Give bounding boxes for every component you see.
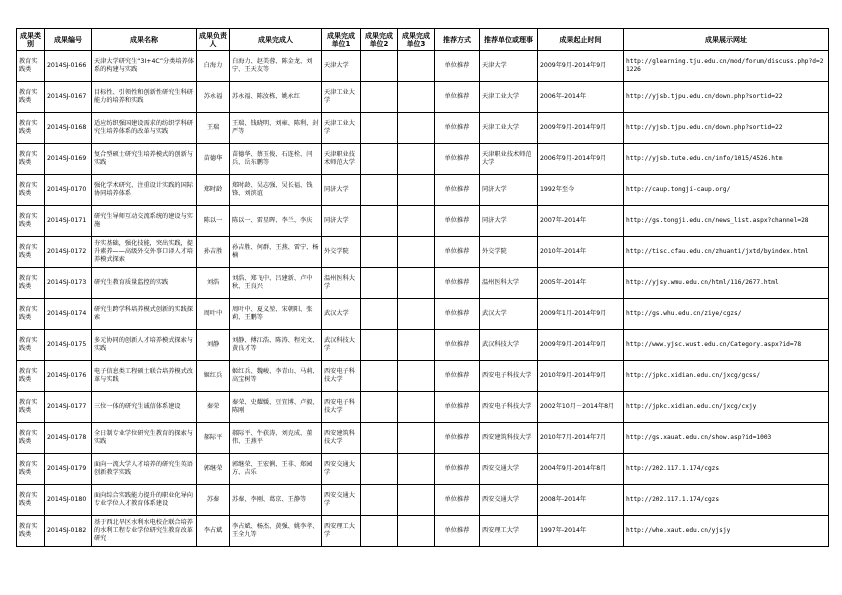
cell-recommender: 外交学院: [480, 237, 538, 268]
cell-name: 基于西北旱区水利水电校企联合培养的水利工程专业学位研究生教育改革研究: [92, 516, 197, 547]
cell-unit2: [361, 144, 398, 175]
header-unit2: 成果完成单位2: [361, 29, 398, 51]
cell-recommender: 西安电子科技大学: [480, 361, 538, 392]
cell-unit1: 天津大学: [322, 51, 361, 82]
cell-unit3: [398, 392, 435, 423]
cell-unit2: [361, 237, 398, 268]
cell-unit1: 天津工业大学: [322, 82, 361, 113]
cell-period: 2010年7月-2014年7月: [538, 423, 624, 454]
cell-members: 周叶中、夏义堃、宋朝阳、张莉、王鹏等: [230, 299, 322, 330]
cell-recommender: 天津职业技术师范大学: [480, 144, 538, 175]
cell-period: 1992年至今: [538, 175, 624, 206]
cell-id: 2014SJ-0177: [45, 392, 92, 423]
cell-name: 适应纺织强国建设需求的纺织学科研究生培养体系的改革与实践: [92, 113, 197, 144]
cell-name: 复合型硕士研究生培养模式的创新与实践: [92, 144, 197, 175]
cell-members: 秦荣、史耀媛、豆宜博、卢毅、陈刚: [230, 392, 322, 423]
cell-name: 目标性、引领性和创新性研究生科研能力的培养和实践: [92, 82, 197, 113]
cell-id: 2014SJ-0173: [45, 268, 92, 299]
cell-url: http://202.117.1.174/cgzs: [624, 485, 829, 516]
table-row: [17, 206, 829, 237]
cell-members: 苗德华、蔡玉俊、石连栓、闫兵、岳东鹏等: [230, 144, 322, 175]
cell-unit3: [398, 144, 435, 175]
cell-url: http://gs.xauat.edu.cn/show.asp?id=1003: [624, 423, 829, 454]
cell-category: 教育实践类: [17, 485, 45, 516]
cell-members: 郭继荣、王宏俐、王非、郑园方、吉乐: [230, 454, 322, 485]
cell-category: 教育实践类: [17, 237, 45, 268]
cell-members: 李占斌、杨杰、黄强、姚李孝、王全九等: [230, 516, 322, 547]
cell-method: 单位推荐: [435, 206, 480, 237]
cell-unit3: [398, 268, 435, 299]
cell-unit1: 西安电子科技大学: [322, 392, 361, 423]
cell-url: http://gs.whu.edu.cn/ziye/cgzs/: [624, 299, 829, 330]
cell-unit3: [398, 423, 435, 454]
cell-id: 2014SJ-0169: [45, 144, 92, 175]
table-row: [17, 268, 829, 299]
cell-name: 天津大学研究生“3I+4C”分类培养体系的构建与实践: [92, 51, 197, 82]
cell-unit1: 同济大学: [322, 175, 361, 206]
cell-unit2: [361, 299, 398, 330]
cell-method: 单位推荐: [435, 392, 480, 423]
cell-method: 单位推荐: [435, 516, 480, 547]
cell-id: 2014SJ-0174: [45, 299, 92, 330]
cell-url: http://glearning.tju.edu.cn/mod/forum/discuss.php?d=21226: [624, 51, 829, 82]
cell-name: 研究生教育质量监控的实践: [92, 268, 197, 299]
cell-period: 2009年9月-2014年9月: [538, 330, 624, 361]
cell-recommender: 同济大学: [480, 206, 538, 237]
table-row: [17, 237, 829, 268]
cell-recommender: 天津工业大学: [480, 113, 538, 144]
cell-name: 面向一流大学人才培养的研究生英语创新教学实践: [92, 454, 197, 485]
cell-unit2: [361, 516, 398, 547]
cell-leader: 郑时龄: [197, 175, 230, 206]
cell-unit3: [398, 299, 435, 330]
cell-unit1: 天津工业大学: [322, 113, 361, 144]
cell-unit3: [398, 113, 435, 144]
cell-url: http://www.yjsc.wust.edu.cn/Category.aspx?id=78: [624, 330, 829, 361]
cell-id: 2014SJ-0167: [45, 82, 92, 113]
table-row: [17, 299, 829, 330]
cell-category: 教育实践类: [17, 516, 45, 547]
cell-url: http://whe.xaut.edu.cn/yjsjy: [624, 516, 829, 547]
table-row: [17, 485, 829, 516]
cell-members: 白海力、赵美蓉、陈金龙、刘宁、王天友等: [230, 51, 322, 82]
cell-unit2: [361, 392, 398, 423]
table-row: [17, 423, 829, 454]
cell-unit2: [361, 113, 398, 144]
cell-unit3: [398, 206, 435, 237]
table-row: [17, 454, 829, 485]
cell-recommender: 天津工业大学: [480, 82, 538, 113]
cell-period: 2004年9月-2014年8月: [538, 454, 624, 485]
cell-method: 单位推荐: [435, 237, 480, 268]
cell-unit1: 同济大学: [322, 206, 361, 237]
cell-url: http://jpkc.xidian.edu.cn/jxcg/gcss/: [624, 361, 829, 392]
cell-method: 单位推荐: [435, 144, 480, 175]
cell-period: 2002年10月－2014年8月: [538, 392, 624, 423]
cell-recommender: 武汉大学: [480, 299, 538, 330]
table-row: [17, 516, 829, 547]
cell-name: 强化学术研究、注重设计实践的国际协同培养体系: [92, 175, 197, 206]
cell-period: 2009年9月-2014年9月: [538, 113, 624, 144]
table-row: [17, 51, 829, 82]
cell-unit1: 武汉科技大学: [322, 330, 361, 361]
cell-leader: 秦荣: [197, 392, 230, 423]
cell-id: 2014SJ-0179: [45, 454, 92, 485]
cell-id: 2014SJ-0178: [45, 423, 92, 454]
cell-recommender: 西安交通大学: [480, 454, 538, 485]
cell-unit1: 武汉大学: [322, 299, 361, 330]
cell-period: 2010年-2014年: [538, 237, 624, 268]
header-id: 成果编号: [45, 29, 92, 51]
cell-method: 单位推荐: [435, 268, 480, 299]
cell-unit1: 西安交通大学: [322, 485, 361, 516]
cell-period: 2006年-2014年: [538, 82, 624, 113]
cell-id: 2014SJ-0172: [45, 237, 92, 268]
cell-id: 2014SJ-0175: [45, 330, 92, 361]
cell-method: 单位推荐: [435, 330, 480, 361]
cell-unit3: [398, 51, 435, 82]
cell-unit2: [361, 51, 398, 82]
header-category: 成果类别: [17, 29, 45, 51]
cell-leader: 郭继荣: [197, 454, 230, 485]
header-url: 成果展示网址: [624, 29, 829, 51]
cell-unit1: 西安建筑科技大学: [322, 423, 361, 454]
cell-url: http://202.117.1.174/cgzs: [624, 454, 829, 485]
cell-members: 苏秦、李刚、葛京、王静等: [230, 485, 322, 516]
cell-unit2: [361, 330, 398, 361]
cell-unit1: 温州医科大学: [322, 268, 361, 299]
cell-period: 2006年9月-2014年9月: [538, 144, 624, 175]
cell-name: 三位一体的研究生诚信体系建设: [92, 392, 197, 423]
cell-leader: 王瑞: [197, 113, 230, 144]
cell-unit3: [398, 82, 435, 113]
cell-unit2: [361, 82, 398, 113]
header-method: 推荐方式: [435, 29, 480, 51]
cell-period: 2008年-2014年: [538, 485, 624, 516]
cell-leader: 郝际平: [197, 423, 230, 454]
cell-members: 刘浩、郑飞中、吕建新、卢中秋、王良兴: [230, 268, 322, 299]
cell-period: 2010年9月-2014年9月: [538, 361, 624, 392]
cell-name: 研究生导师互动交流系统的建设与实施: [92, 206, 197, 237]
cell-unit2: [361, 268, 398, 299]
header-leader: 成果负责人: [197, 29, 230, 51]
cell-leader: 白海力: [197, 51, 230, 82]
cell-unit1: 西安电子科技大学: [322, 361, 361, 392]
cell-unit3: [398, 330, 435, 361]
cell-leader: 孙吉胜: [197, 237, 230, 268]
cell-leader: 姬红兵: [197, 361, 230, 392]
cell-leader: 李占斌: [197, 516, 230, 547]
cell-unit2: [361, 206, 398, 237]
cell-leader: 刘静: [197, 330, 230, 361]
cell-method: 单位推荐: [435, 175, 480, 206]
cell-url: http://jpkc.xidian.edu.cn/jxcg/cxjy: [624, 392, 829, 423]
cell-members: 陈以一、雷星晖、李兰、李庆: [230, 206, 322, 237]
cell-name: 研究生跨学科培养模式创新的实践探索: [92, 299, 197, 330]
cell-id: 2014SJ-0180: [45, 485, 92, 516]
table-row: [17, 175, 829, 206]
cell-leader: 刘浩: [197, 268, 230, 299]
cell-leader: 周叶中: [197, 299, 230, 330]
cell-leader: 苏秦: [197, 485, 230, 516]
cell-id: 2014SJ-0182: [45, 516, 92, 547]
cell-unit1: 天津职业技术师范大学: [322, 144, 361, 175]
table-header-row: [17, 29, 829, 51]
cell-recommender: 武汉科技大学: [480, 330, 538, 361]
cell-recommender: 同济大学: [480, 175, 538, 206]
table-row: [17, 392, 829, 423]
cell-members: 姬红兵、魏峻、李青山、马莉、高宝树等: [230, 361, 322, 392]
cell-unit3: [398, 361, 435, 392]
cell-category: 教育实践类: [17, 361, 45, 392]
cell-category: 教育实践类: [17, 330, 45, 361]
cell-url: http://gs.tongji.edu.cn/news_list.aspx?channel=28: [624, 206, 829, 237]
cell-url: http://yjsb.tjpu.edu.cn/down.php?sortid=22: [624, 113, 829, 144]
cell-members: 王瑞、钱晓明、刘雍、陈利、封严等: [230, 113, 322, 144]
cell-leader: 苏永福: [197, 82, 230, 113]
cell-category: 教育实践类: [17, 82, 45, 113]
cell-period: 2005年-2014年: [538, 268, 624, 299]
cell-period: 2007年-2014年: [538, 206, 624, 237]
cell-name: 全日制专业学位研究生教育的探索与实践: [92, 423, 197, 454]
cell-leader: 苗德华: [197, 144, 230, 175]
cell-unit3: [398, 454, 435, 485]
cell-name: 多元协同的创新人才培养模式探索与实践: [92, 330, 197, 361]
cell-period: 2009年9月-2014年9月: [538, 51, 624, 82]
cell-leader: 陈以一: [197, 206, 230, 237]
cell-method: 单位推荐: [435, 454, 480, 485]
header-unit1: 成果完成单位1: [322, 29, 361, 51]
table-row: [17, 361, 829, 392]
header-period: 成果起止时间: [538, 29, 624, 51]
cell-unit3: [398, 237, 435, 268]
cell-recommender: 西安交通大学: [480, 485, 538, 516]
header-members: 成果完成人: [230, 29, 322, 51]
table-row: [17, 113, 829, 144]
cell-method: 单位推荐: [435, 361, 480, 392]
cell-members: 孙吉胜、何群、王燕、雷宁、杨楠: [230, 237, 322, 268]
cell-unit2: [361, 175, 398, 206]
cell-unit1: 西安理工大学: [322, 516, 361, 547]
cell-method: 单位推荐: [435, 113, 480, 144]
cell-category: 教育实践类: [17, 299, 45, 330]
cell-unit2: [361, 361, 398, 392]
cell-recommender: 天津大学: [480, 51, 538, 82]
table-row: [17, 82, 829, 113]
cell-period: 2009年1月-2014年9月: [538, 299, 624, 330]
cell-category: 教育实践类: [17, 454, 45, 485]
cell-unit2: [361, 454, 398, 485]
cell-members: 郝际平、牛获涛、刘克成、董伟、王燕平: [230, 423, 322, 454]
cell-method: 单位推荐: [435, 485, 480, 516]
cell-category: 教育实践类: [17, 113, 45, 144]
cell-unit1: 外交学院: [322, 237, 361, 268]
cell-recommender: 西安建筑科技大学: [480, 423, 538, 454]
cell-members: 刘静、傅江浩、陈涛、程光文、黄良才等: [230, 330, 322, 361]
achievements-table: [16, 28, 829, 547]
cell-unit1: 西安交通大学: [322, 454, 361, 485]
cell-id: 2014SJ-0176: [45, 361, 92, 392]
cell-method: 单位推荐: [435, 299, 480, 330]
cell-unit3: [398, 175, 435, 206]
cell-id: 2014SJ-0170: [45, 175, 92, 206]
cell-url: http://yjsy.wmu.edu.cn/html/116/2677.html: [624, 268, 829, 299]
cell-members: 苏永福、陈汝栋、姚永红: [230, 82, 322, 113]
cell-method: 单位推荐: [435, 51, 480, 82]
cell-category: 教育实践类: [17, 268, 45, 299]
header-recommender: 推荐单位或理事: [480, 29, 538, 51]
cell-url: http://caup.tongji-caup.org/: [624, 175, 829, 206]
table-row: [17, 330, 829, 361]
cell-method: 单位推荐: [435, 423, 480, 454]
table-row: [17, 144, 829, 175]
cell-recommender: 西安电子科技大学: [480, 392, 538, 423]
cell-method: 单位推荐: [435, 82, 480, 113]
cell-name: 面向综合实践能力提升的职业化导向专业学位人才教育体系建设: [92, 485, 197, 516]
cell-id: 2014SJ-0171: [45, 206, 92, 237]
cell-name: 电子信息类工程硕士联合培养模式改革与实践: [92, 361, 197, 392]
cell-name: 夯实基础，强化技能，突出实践，提升素养——高级外交外事口译人才培养模式探索: [92, 237, 197, 268]
cell-id: 2014SJ-0166: [45, 51, 92, 82]
header-name: 成果名称: [92, 29, 197, 51]
cell-category: 教育实践类: [17, 392, 45, 423]
header-unit3: 成果完成单位3: [398, 29, 435, 51]
cell-recommender: 温州医科大学: [480, 268, 538, 299]
cell-unit2: [361, 423, 398, 454]
cell-category: 教育实践类: [17, 144, 45, 175]
cell-unit3: [398, 485, 435, 516]
cell-category: 教育实践类: [17, 423, 45, 454]
cell-id: 2014SJ-0168: [45, 113, 92, 144]
cell-url: http://yjsb.tute.edu.cn/info/1015/4526.htm: [624, 144, 829, 175]
cell-category: 教育实践类: [17, 206, 45, 237]
cell-category: 教育实践类: [17, 175, 45, 206]
cell-period: 1997年-2014年: [538, 516, 624, 547]
cell-members: 郑时龄、吴志强、吴长福、钱锋、刘滨谊: [230, 175, 322, 206]
cell-url: http://tisc.cfau.edu.cn/zhuanti/jxtd/byindex.html: [624, 237, 829, 268]
cell-url: http://yjsb.tjpu.edu.cn/down.php?sortid=22: [624, 82, 829, 113]
cell-unit3: [398, 516, 435, 547]
cell-unit2: [361, 485, 398, 516]
cell-recommender: 西安理工大学: [480, 516, 538, 547]
cell-category: 教育实践类: [17, 51, 45, 82]
